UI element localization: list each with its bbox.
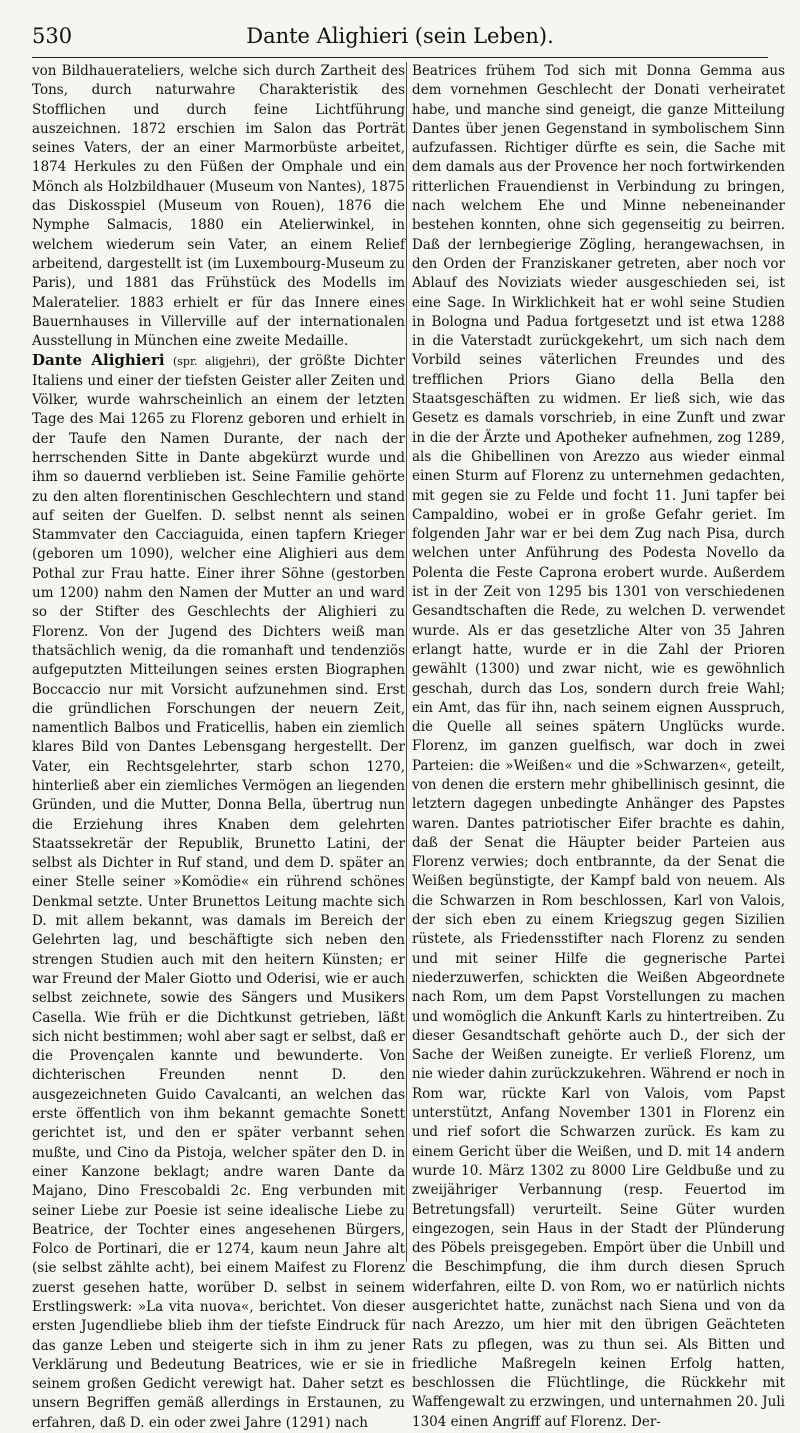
- page-header: [32, 18, 768, 52]
- previous-entry-text: von Bildhauerateliers, welche sich durch Zartheit des Tons, durch naturwahre Charakteristik des Stofflichen und durch feine Lichtführung auszeichnen. 1872 erschien im Salon das Porträt seines Vaters, der an einer Marmorbüste arbeitet, 1874 Herkules zu den Füßen der Omphale und ein Mönch als Holzbildhauer (Museum von Nantes), 1875 das Diskosspiel (Museum von Rouen), 1876 die Nymphe Salmacis, 1880 ein Atelierwinkel, in welchem wiederum sein Vater, an einem Relief arbeitend, dargestellt ist (im Luxembourg-Museum zu Paris), und 1881 das Frühstück des Modells im Maleratelier. 1883 erhielt er für das Innere eines Bauernhauses in Villerville auf der internationalen Ausstellung in München eine zweite Medaille.: [32, 63, 405, 350]
- pronunciation-note: (spr. aligjehri): [172, 355, 256, 369]
- entry-continuation-text: Beatrices frühem Tod sich mit Donna Gemma aus dem vornehmen Geschlecht der Donati verheiratet habe, und manche sind geneigt, die ganze Mitteilung Dantes über jenen Gegenstand in symbolischem Sinn aufzufassen. Richtiger dürfte es sein, die Sache mit dem damals aus der Provence her noch fortwirkenden ritterlichen Frauendienst in Verbindung zu bringen, nach welchem Ehe und Minne nebeneinander bestehen konnten, ohne sich gegenseitig zu beirren. Daß der lernbegierige Zögling, herangewachsen, in den Orden der Franziskaner getreten, aber noch vor Ablauf des Noviziats wieder ausgeschieden sei, ist eine Sage. In Wirklichkeit hat er wohl seine Studien in Bologna und Padua fortgesetzt und ist etwa 1288 in die Vaterstadt zurückgekehrt, um sich nach dem Vorbild seines väterlichen Freundes und des trefflichen Priors Giano della Bella den Staatsgeschäften zu widmen. Er ließ sich, wie das Gesetz es damals vorschrieb, in eine Zunft und zwar in die der Ärzte und Apotheker aufnehmen, zog 1289, als die Ghibellinen von Arezzo aus wieder einmal einen Sturm auf Florenz zu unternehmen gedachten, mit gegen sie zu Felde und focht 11. Juni tapfer bei Campaldino, wobei er in große Gefahr geriet. Im folgenden Jahr war er bei dem Zug nach Pisa, durch welchen unter Anführung des Podesta Novello da Polenta die Feste Caprona erobert wurde. Außerdem ist in der Zeit von 1295 bis 1301 von verschiedenen Gesandtschaften die Rede, zu welchen D. verwendet wurde. Als er das gesetzliche Alter von 35 Jahren erlangt hatte, wurde er in die Zahl der Prioren gewählt (1300) und zwar nicht, wie es gewöhnlich geschah, durch das Los, sondern durch freie Wahl; ein Amt, das für ihn, nach seinem eignen Ausspruch, die Quelle all seines spätern Unglücks wurde. Florenz, im ganzen guelfisch, war doch in zwei Parteien: die »Weißen« und die »Schwarzen«, geteilt, von denen die erstern mehr ghibellinisch gesinnt, die letztern dagegen unbedingte Anhänger des Papstes waren. Dantes patriotischer Eifer brachte es dahin, daß der Senat die Häupter beider Parteien aus Florenz verwies; doch entbrannte, da der Senat die Weißen begünstigte, der Kampf bald von neuem. Als die Schwarzen in Rom beschlossen, Karl von Valois, der sich eben zu einem Kriegszug gegen Sizilien rüstete, als Friedensstifter nach Florenz zu senden und mit seiner Hilfe die gegnerische Partei niederzuwerfen, schickten die Weißen Abgeordnete nach Rom, um dem Papst Vorstellungen zu machen und womöglich die Ankunft Karls zu hintertreiben. Zu dieser Gesandtschaft gehörte auch D., der sich der Sache der Weißen zuneigte. Er verließ Florenz, um nie wieder dahin zurückzukehren. Während er noch in Rom war, rückte Karl von Valois, vom Papst unterstützt, Anfang November 1301 in Florenz ein und rief sofort die Schwarzen zurück. Es kam zu einem Gericht über die Weißen, und D. mit 14 andern wurde 10. März 1302 zu 8000 Lire Geldbuße und zu zweijähriger Verbannung (resp. Feuertod im Betretungsfall) verurteilt. Seine Güter wurden eingezogen, sein Haus in der Stadt der Plünderung des Pöbels preisgegeben. Empört über die Unbill und die Beschimpfung, die ihm durch diesen Spruch widerfahren, eilte D. von Rom, wo er natürlich nichts ausgerichtet hatte, zunächst nach Siena und von da nach Arezzo, um hier mit den übrigen Geächteten Rats zu pflegen, was zu thun sei. Als Bitten und friedliche Maßregeln keinen Erfolg hatten, beschlossen die Flüchtlinge, die Rückkehr mit Waffengewalt zu erzwingen, und unternahmen 20. Juli 1304 einen Angriff auf Florenz. Der-: [412, 63, 785, 1430]
- page-number: 530: [32, 24, 73, 48]
- column-divider: [406, 62, 407, 1262]
- entry-dante: [32, 351, 405, 1433]
- right-column: [412, 62, 785, 1430]
- running-title: Dante Alighieri (sein Leben).: [246, 24, 554, 48]
- entry-body-text: , der größte Dichter Italiens und einer der tiefsten Geister aller Zeiten und Völker, wurde wahrscheinlich an einem der letzten Tage des Mai 1265 zu Florenz geboren und erhielt in der Taufe den Namen Durante, der nach der herrschenden Sitte in Dante abgekürzt wurde und ihm so dauernd verblieben ist. Seine Familie gehörte zu den alten florentinischen Geschlechtern und stand auf seiten der Guelfen. D. selbst nennt als seinen Stammvater den Cacciaguida, einen tapfern Krieger (geboren um 1090), welcher eine Alighieri aus dem Pothal zur Frau hatte. Einer ihrer Söhne (gestorben um 1200) nahm den Namen der Mutter an und ward so der Stifter des Geschlechts der Alighieri zu Florenz. Von der Jugend des Dichters weiß man thatsächlich wenig, da die romanhaft und tendenziös aufgeputzten Mitteilungen seines ersten Biographen Boccaccio nur mit Vorsicht aufzunehmen sind. Erst die gründlichen Forschungen der neuern Zeit, namentlich Balbos und Fraticellis, haben ein ziemlich klares Bild von Dantes Lebensgang hergestellt. Der Vater, ein Rechtsgelehrter, starb schon 1270, hinterließ aber ein ziemliches Vermögen an liegenden Gründen, und die Mutter, Donna Bella, übertrug nun die Erziehung ihres Knaben dem gelehrten Staatssekretär der Republik, Brunetto Latini, der selbst als Dichter in Ruf stand, und dem D. später an einer Stelle seiner »Komödie« ein rührend schönes Denkmal setzte. Unter Brunettos Leitung machte sich D. mit allem bekannt, was damals im Bereich der Gelehrten lag, und beschäftigte sich neben den strengen Studien auch mit den heitern Künsten; er war Freund der Maler Giotto und Oderisi, wie er auch selbst zeichnete, sowie des Sängers und Musikers Casella. Wie früh er die Dichtkunst getrieben, läßt sich nicht bestimmen; wohl aber sagt er selbst, daß er die Provençalen kannte und bewunderte. Von dichterischen Freunden nennt D. den ausgezeichneten Guido Cavalcanti, an welchen das erste öffentlich von ihm bekannt gemachte Sonett gerichtet ist, und den er später verbannt sehen mußte, und Cino da Pistoja, welcher später den D. in einer Kanzone beklagt; andre waren Dante da Majano, Dino Frescobaldi 2c. Eng verbunden mit seiner Liebe zur Poesie ist seine idealische Liebe zu Beatrice, der Tochter eines angesehenen Bürgers, Folco de Portinari, die er 1274, kaum neun Jahre alt (sie selbst zählte acht), bei einem Maifest zu Florenz zuerst gesehen hatte, worüber D. selbst in seinem Erstlingswerk: »La vita nuova«, berichtet. Von dieser ersten Jugendliebe blieb ihm der tiefste Eindruck für das ganze Leben und steigerte sich in ihm zu jener Verklärung und Bedeutung Beatrices, wie er sie in seinem großen Gedicht verewigt hat. Daher setzt es unsern Begriffen gemäß allerdings in Erstaunen, zu erfahren, daß D. ein oder zwei Jahre (1291) nach: [32, 353, 405, 1431]
- entry-headword: Dante Alighieri: [32, 351, 165, 370]
- header-rule: [32, 57, 768, 58]
- left-column: [32, 62, 405, 1431]
